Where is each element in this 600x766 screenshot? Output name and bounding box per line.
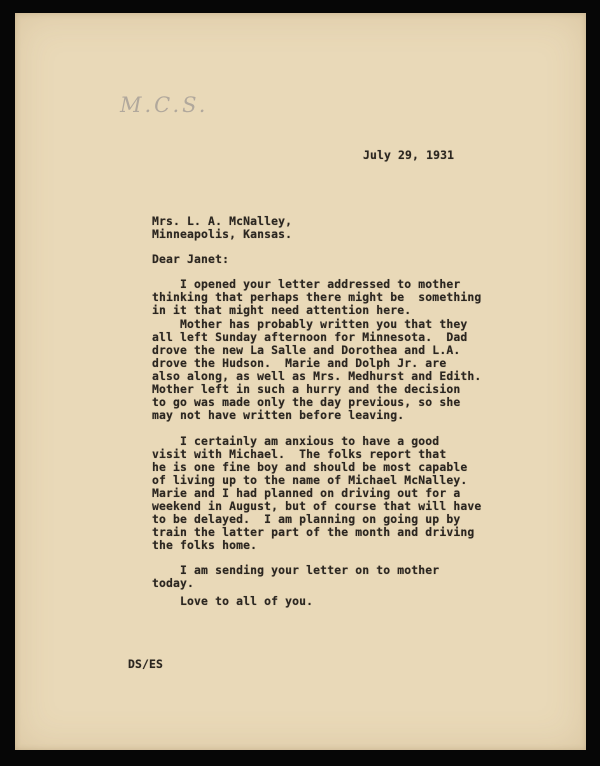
paragraph-line: also along, as well as Mrs. Medhurst and Edith. — [152, 369, 482, 383]
recipient-address: Minneapolis, Kansas. — [152, 227, 293, 241]
paragraph-line: Marie and I had planned on driving out for a — [152, 486, 461, 500]
paragraph-line: may not have written before leaving. — [152, 408, 405, 422]
paragraph-line: I am sending your letter on to mother — [152, 563, 440, 577]
paragraph-line: Mother left in such a hurry and the decision — [152, 382, 461, 396]
paragraph-line: I opened your letter addressed to mother — [152, 277, 461, 291]
letter-date: July 29, 1931 — [363, 148, 455, 162]
paragraph-line: I certainly am anxious to have a good — [152, 434, 440, 448]
paragraph-line: in it that might need attention here. — [152, 303, 412, 317]
recipient-name: Mrs. L. A. McNalley, — [152, 214, 293, 228]
paragraph-line: the folks home. — [152, 538, 258, 552]
closing: Love to all of you. — [152, 594, 314, 608]
paragraph-line: Mother has probably written you that they — [152, 317, 468, 331]
typist-initials: DS/ES — [128, 657, 164, 671]
paragraph-line: all left Sunday afternoon for Minnesota. Dad — [152, 330, 468, 344]
paragraph-line: visit with Michael. The folks report that — [152, 447, 447, 461]
letter-page — [15, 13, 586, 750]
pencil-annotation: M.C.S. — [120, 93, 209, 117]
paragraph-line: drove the Hudson. Marie and Dolph Jr. are — [152, 356, 447, 370]
paragraph-line: drove the new La Salle and Dorothea and L.A. — [152, 343, 461, 357]
paragraph-line: he is one fine boy and should be most capable — [152, 460, 468, 474]
paragraph-line: weekend in August, but of course that will have — [152, 499, 482, 513]
paragraph-line: train the latter part of the month and driving — [152, 525, 475, 539]
paragraph-line: of living up to the name of Michael McNalley. — [152, 473, 468, 487]
paragraph-line: today. — [152, 576, 195, 590]
paragraph-line: to be delayed. I am planning on going up by — [152, 512, 461, 526]
paragraph-line: to go was made only the day previous, so she — [152, 395, 461, 409]
paragraph-line: thinking that perhaps there might be something — [152, 290, 482, 304]
salutation: Dear Janet: — [152, 252, 230, 266]
